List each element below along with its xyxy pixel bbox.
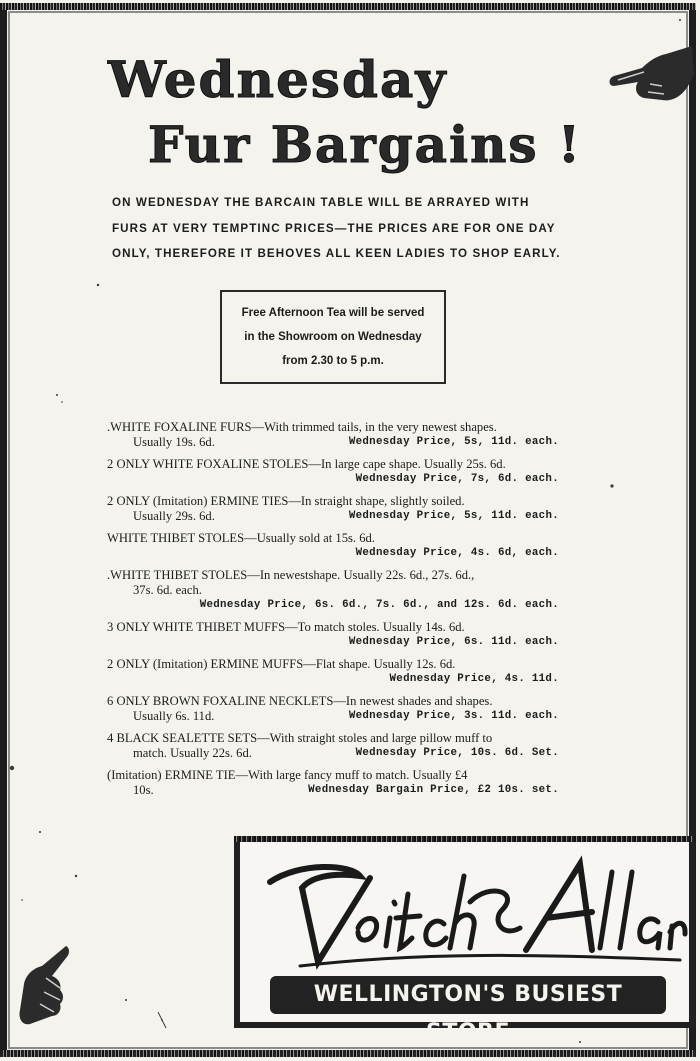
item-description: 6 ONLY BROWN FOXALINE NECKLETS—In newest shades and shapes. — [107, 694, 493, 708]
list-item — [107, 620, 559, 650]
list-item — [107, 420, 559, 450]
item-wednesday-price: Wednesday Price, 7s, 6d. each. — [355, 473, 559, 485]
item-usual-price: 10s. — [133, 783, 154, 797]
item-wednesday-price: Wednesday Price, 10s. 6d. Set. — [355, 747, 559, 759]
list-item — [107, 568, 559, 613]
item-wednesday-price: Wednesday Price, 5s, 11d. each. — [348, 436, 559, 448]
item-description: 2 ONLY WHITE FOXALINE STOLES—In large cape shape. Usually 25s. 6d. — [107, 457, 506, 471]
item-wednesday-price: Wednesday Price, 4s. 6d, each. — [355, 547, 559, 559]
item-wednesday-price: Wednesday Price, 4s. 11d. — [389, 673, 559, 685]
list-item — [107, 694, 559, 724]
list-item — [107, 457, 559, 487]
item-usual-price: Usually 29s. 6d. — [133, 509, 215, 523]
tea-notice-box — [220, 290, 446, 384]
item-wednesday-price: Wednesday Price, 6s. 6d., 7s. 6d., and 12s. 6d. each. — [199, 599, 559, 611]
tea-notice-line: Free Afternoon Tea will be served — [241, 307, 425, 319]
list-item — [107, 494, 559, 524]
intro-line: ONLY, THEREFORE IT BEHOVES ALL KEEN LADIES TO SHOP EARLY. — [112, 247, 561, 260]
item-description: .WHITE FOXALINE FURS—With trimmed tails, in the very newest shapes. — [107, 420, 497, 434]
tea-notice-line: in the Showroom on Wednesday — [244, 331, 422, 343]
headline-line2: Fur Bargains ! — [148, 115, 582, 174]
store-motto: WELLINGTON'S BUSIEST STORE — [270, 976, 666, 1014]
list-item — [107, 531, 559, 561]
item-description: (Imitation) ERMINE TIE—With large fancy muff to match. Usually £4 — [107, 768, 468, 782]
item-wednesday-price: Wednesday Price, 6s. 11d. each. — [348, 636, 559, 648]
item-wednesday-price: Wednesday Bargain Price, £2 10s. set. — [308, 784, 559, 796]
pointing-hand-icon — [16, 944, 76, 1026]
item-wednesday-price: Wednesday Price, 5s, 11d. each. — [348, 510, 559, 522]
item-description: 4 BLACK SEALETTE SETS—With straight stoles and large pillow muff to — [107, 731, 493, 745]
list-item — [107, 657, 559, 687]
item-description: WHITE THIBET STOLES—Usually sold at 15s. 6d. — [107, 531, 375, 545]
store-logo-box — [234, 836, 695, 1045]
tea-notice-line: from 2.30 to 5 p.m. — [282, 355, 384, 367]
item-description: 3 ONLY WHITE THIBET MUFFS—To match stoles. Usually 14s. 6d. — [107, 620, 465, 634]
list-item — [107, 768, 559, 798]
list-item — [107, 731, 559, 761]
item-wednesday-price: Wednesday Price, 3s. 11d. each. — [348, 710, 559, 722]
pointing-hand-icon — [604, 40, 696, 108]
item-usual-price: 37s. 6d. each. — [133, 583, 202, 597]
item-description: 2 ONLY (Imitation) ERMINE TIES—In straight shape, slightly soiled. — [107, 494, 465, 508]
item-usual-price: Usually 19s. 6d. — [133, 435, 215, 449]
intro-paragraph — [112, 190, 560, 267]
item-description: 2 ONLY (Imitation) ERMINE MUFFS—Flat shape. Usually 12s. 6d. — [107, 657, 456, 671]
item-usual-price: match. Usually 22s. 6d. — [133, 746, 252, 760]
intro-line: ON WEDNESDAY THE BARCAIN TABLE WILL BE ARRAYED WITH — [112, 196, 530, 209]
intro-line: FURS AT VERY TEMPTINC PRICES—THE PRICES ARE FOR ONE DAY — [112, 221, 556, 235]
item-description: .WHITE THIBET STOLES—In newestshape. Usually 22s. 6d., 27s. 6d., — [107, 568, 475, 582]
item-usual-price: Usually 6s. 11d. — [133, 709, 215, 723]
headline-line1: Wednesday — [108, 50, 448, 109]
bargain-list — [107, 420, 559, 805]
